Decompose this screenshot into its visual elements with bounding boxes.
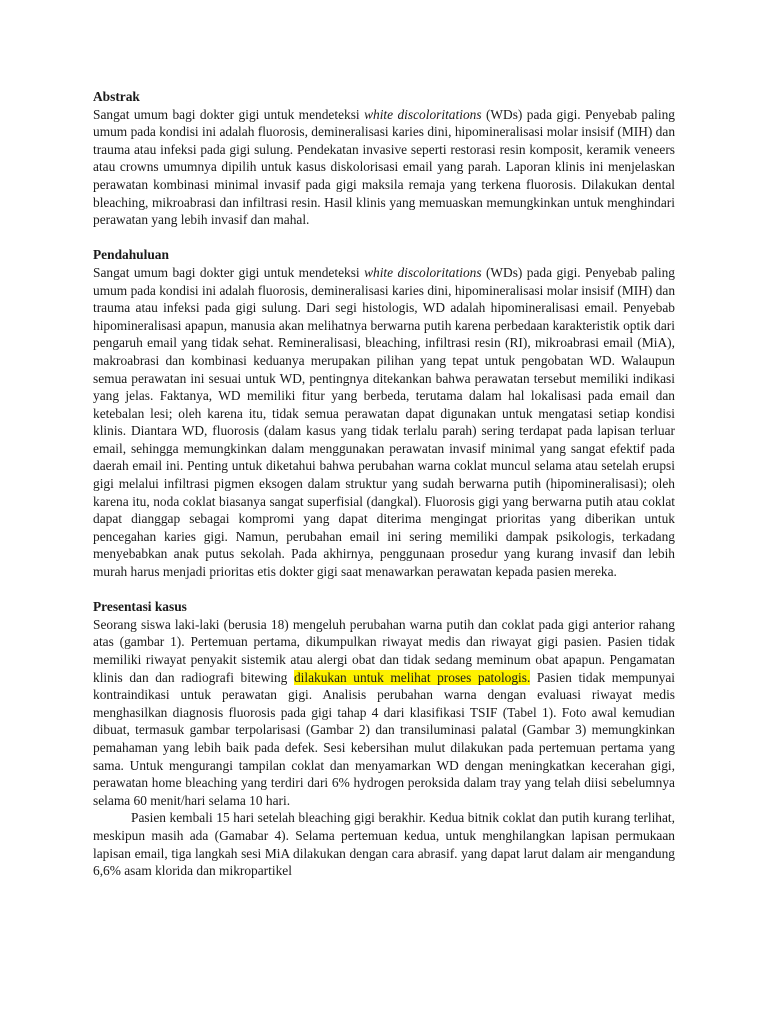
pendahuluan-text-2: (WDs) pada gigi. Penyebab paling umum pada kondisi ini adalah fluorosis, demineralisasi karies dini, hipomineralisasi molar insisif (MIH) dan trauma atau infeksi pada gigi sulung. Dari segi histologis, WD adalah hipomineralisasi email. Penyebab hipomineralisasi apapun, manusia akan melihatnya berwarna putih karena perbedaan karakteristik optik dari pengaruh email yang tidak sehat. Remineralisasi, bleaching, infiltrasi resin (RI), mikroabrasi email (MiA), makroabrasi dan kombinasi keduanya merupakan pilihan yang tepat untuk pengobatan WD. Walaupun semua perawatan ini sesuai untuk WD, pentingnya ditekankan bahwa perawatan tersebut memiliki indikasi yang jelas. Faktanya, WD memiliki fitur yang berbeda, terutama dalam hal lokalisasi pada email dan ketebalan lesi; oleh karena itu, tidak semua perawatan dapat digunakan untuk mengatasi setiap kondisi klinis. Diantara WD, fluorosis (dalam kasus yang tidak terlalu parah) sering terdapat pada lapisan terluar email, sehingga memungkinkan dalam menggunakan perawatan invasif minimal yang sangat efektif pada daerah email ini. Penting untuk diketahui bahwa perubahan warna coklat muncul selama atau setelah erupsi gigi melalui infiltrasi pigmen eksogen dalam struktur yang sudah berwarna putih (hipomineralisasi); oleh karena itu, noda coklat biasanya sangat superfisial (dangkal). Fluorosis gigi yang berwarna putih atau coklat dapat dianggap sebagai kompromi yang dapat diterima mengingat prioritas yang diberikan untuk pencegahan karies gigi. Namun, perubahan email ini sering memiliki dampak psikologis, terkadang menyebabkan anak putus sekolah. Pada akhirnya, penggunaan prosedur yang kurang invasif dan lebih murah harus menjadi prioritas etis dokter gigi saat menawarkan perawatan kepada pasien mereka. (93, 264, 676, 580)
paragraph-abstrak (93, 106, 675, 229)
paragraph-presentasi-2: Pasien kembali 15 hari setelah bleaching gigi berakhir. Kedua bitnik coklat dan putih kurang terlihat, meskipun masih ada (Gamabar 4). Selama pertemuan kedua, untuk menghilangkan lapisan permukaan lapisan email, tiga langkah sesi MiA dilakukan dengan cara abrasif. yang dapat larut dalam air mengandung 6,6% asam klorida dan mikropartikel (93, 810, 675, 879)
paragraph-presentasi-1 (93, 616, 675, 810)
abstrak-text-2: (WDs) pada gigi. Penyebab paling umum pada kondisi ini adalah fluorosis, demineralisasi karies dini, hipomineralisasi molar insisif (MIH) dan trauma atau infeksi pada gigi sulung. Pendekatan invasive seperti restorasi resin komposit, keramik veneers atau crowns umumnya dipilih untuk kasus diskolorisasi email yang parah. Laporan klinis ini menjelaskan perawatan kombinasi minimal invasif pada gigi maksila remaja yang terkena fluorosis. Dilakukan dental bleaching, mikroabrasi dan infiltrasi resin. Hasil klinis yang memuaskan memungkinkan untuk menghindari perawatan yang lebih invasif dan mahal. (93, 106, 676, 228)
presentasi-text-2: Pasien tidak mempunyai kontraindikasi untuk perawatan gigi. Analisis perubahan warna dengan evaluasi riwayat medis menghasilkan diagnosis fluorosis pada gigi tahap 4 dari klasifikasi TSIF (Tabel 1). Foto awal kemudian dibuat, termasuk gambar terpolarisasi (Gambar 2) dan transiluminasi palatal (Gambar 3) memungkinkan pemahaman yang lebih baik pada defek. Sesi kebersihan mulut dilakukan pada pertemuan pertama yang sama. Untuk mengurangi tampilan coklat dan menyamarkan WD dengan meningkatkan kecerahan gigi, perawatan home bleaching yang terdiri dari 6% hydrogen peroksida dalam tray yang telah diisi sebelumnya selama 60 menit/hari selama 10 hari. (93, 669, 676, 808)
document-page (93, 88, 675, 897)
heading-pendahuluan: Pendahuluan (93, 247, 169, 263)
section-presentasi-kasus (93, 598, 675, 880)
heading-abstrak: Abstrak (93, 89, 140, 104)
section-pendahuluan (93, 246, 675, 580)
pendahuluan-text-1: Sangat umum bagi dokter gigi untuk mendeteksi (93, 264, 365, 280)
abstrak-italic-term: white discoloritations (364, 106, 482, 122)
presentasi-text-1: Seorang siswa laki-laki (berusia 18) mengeluh perubahan warna putih dan coklat pada gigi anterior rahang atas (gambar 1). Pertemuan pertama, dikumpulkan riwayat medis dan riwayat gigi pasien. Pasien tidak memiliki riwayat penyakit sistemik atau alergi obat dan tidak sedang meminum obat apapun. Pengamatan klinis dan dan radiografi bitewing (93, 616, 675, 685)
section-abstrak (93, 88, 675, 229)
abstrak-text-1: Sangat umum bagi dokter gigi untuk mendeteksi (93, 106, 365, 122)
heading-presentasi-kasus: Presentasi kasus (93, 599, 187, 615)
pendahuluan-italic-term: white discoloritations (364, 264, 482, 280)
paragraph-pendahuluan (93, 264, 675, 581)
highlighted-text: dilakukan untuk melihat proses patologis. (293, 669, 531, 685)
